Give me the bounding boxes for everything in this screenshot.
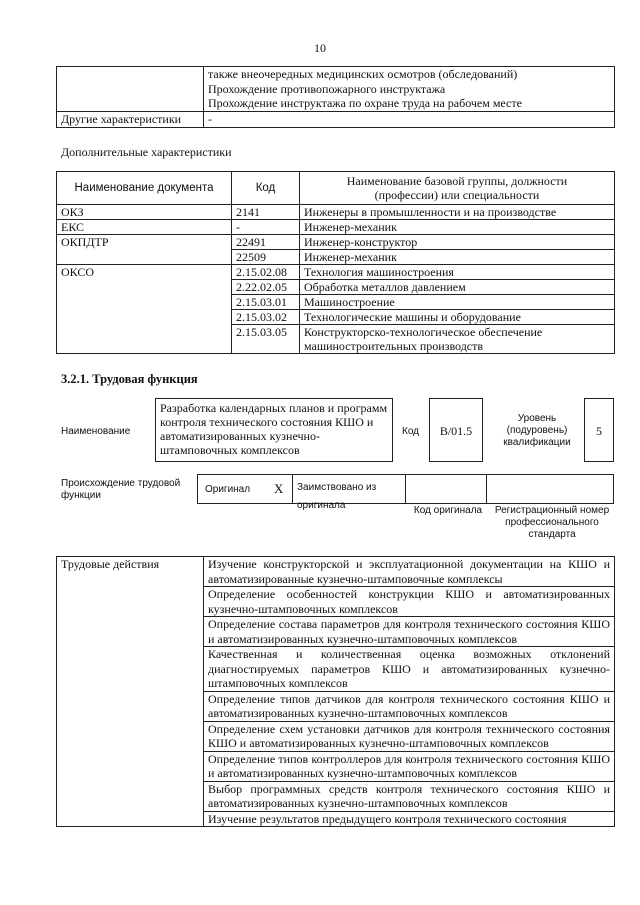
table-row: [57, 265, 615, 280]
code-cell: 2.15.03.01: [232, 295, 300, 310]
labor-action-item: Определение состава параметров для контроля технического состояния КШО и автоматизированных кузнечно-штамповочных комплексов: [204, 617, 615, 647]
table-row: [57, 235, 615, 250]
code-cell: 2.15.03.05: [232, 325, 300, 354]
code-cell: 2.15.02.08: [232, 265, 300, 280]
code-cell: 2.15.03.02: [232, 310, 300, 325]
section-heading: 3.2.1. Трудовая функция: [61, 372, 198, 386]
labor-actions-label: Трудовые действия: [57, 557, 204, 827]
function-name-value: Разработка календарных планов и программ контроля технического состояния КШО и автоматизированных кузнечно-штамповочных комплексов: [155, 398, 393, 462]
header-document: Наименование документа: [57, 172, 232, 205]
table-row: [57, 220, 615, 235]
code-label: Код: [402, 426, 420, 437]
original-mark: X: [274, 481, 284, 496]
code-cell: 2.22.02.05: [232, 280, 300, 295]
borrowed-cell: [292, 474, 406, 511]
row-label: Другие характеристики: [57, 112, 204, 128]
labor-action-item: Изучение результатов предыдущего контроля технического состояния: [204, 811, 615, 827]
document-cell: ЕКС: [57, 220, 232, 235]
header-name: Наименование базовой группы, должности (профессии) или специальности: [300, 172, 615, 205]
code-original-label: Код оригинала: [413, 505, 483, 516]
original-cell: [197, 474, 293, 504]
code-cell: 22491: [232, 235, 300, 250]
name-label: Наименование: [61, 426, 131, 437]
original-label: Оригинал: [205, 484, 251, 495]
page-number: 10: [314, 41, 326, 55]
labor-action-item: Выбор программных средств контроля технического состояния КШО и автоматизированных кузнечно-штамповочных комплексов: [204, 781, 615, 811]
name-cell: Обработка металлов давлением: [300, 280, 615, 295]
labor-action-item: Качественная и количественная оценка возможных отклонений диагностируемых параметров КШО и автоматизированных кузнечно-штамповочных комплексов: [204, 647, 615, 692]
code-cell: 22509: [232, 250, 300, 265]
top-characteristics-table: [56, 66, 615, 128]
name-cell: Технология машиностроения: [300, 265, 615, 280]
labor-action-item: Определение особенностей конструкции КШО и автоматизированных кузнечно-штамповочных комплексов: [204, 587, 615, 617]
document-cell: ОКСО: [57, 265, 232, 354]
medical-exam-line: также внеочередных медицинских осмотров (обследований): [208, 67, 518, 81]
table-row: [57, 205, 615, 220]
borrowed-label: Заимствовано из оригинала: [297, 482, 377, 511]
labor-actions-table: [56, 556, 615, 827]
name-cell: Инженер-конструктор: [300, 235, 615, 250]
name-cell: Инженеры в промышленности и на производстве: [300, 205, 615, 220]
labor-action-item: Определение типов контроллеров для контроля технического состояния КШО и автоматизированных кузнечно-штамповочных комплексов: [204, 751, 615, 781]
labor-action-item: Изучение конструкторской и эксплуатационной документации на КШО и автоматизированные кузнечно-штамповочные комплексы: [204, 557, 615, 587]
function-code-value: B/01.5: [429, 398, 483, 462]
name-cell: Инженер-механик: [300, 220, 615, 235]
table-row: [57, 67, 615, 112]
table-row: [57, 112, 615, 128]
code-cell: 2141: [232, 205, 300, 220]
code-cell: -: [232, 220, 300, 235]
level-label: Уровень (подуровень) квалификации: [503, 413, 571, 448]
row-value: [204, 67, 615, 112]
document-cell: ОКПДТР: [57, 235, 232, 265]
level-value: 5: [584, 398, 614, 462]
document-cell: ОКЗ: [57, 205, 232, 220]
name-cell: Инженер-механик: [300, 250, 615, 265]
safety-briefing-line: Прохождение инструктажа по охране труда на рабочем месте: [208, 96, 522, 110]
table-header-row: [57, 172, 615, 205]
row-value: -: [204, 112, 615, 128]
labor-action-item: Определение схем установки датчиков для контроля технического состояния КШО и автоматизированных кузнечно-штамповочных комплексов: [204, 721, 615, 751]
name-cell: Конструкторско-технологическое обеспечение машиностроительных производств: [300, 325, 615, 354]
code-original-cell: [405, 474, 487, 504]
name-cell: Технологические машины и оборудование: [300, 310, 615, 325]
row-label: [57, 67, 204, 112]
table-row: [57, 557, 615, 587]
additional-characteristics-title: Дополнительные характеристики: [61, 145, 232, 159]
labor-action-item: Определение типов датчиков для контроля технического состояния КШО и автоматизированных кузнечно-штамповочных комплексов: [204, 691, 615, 721]
fire-briefing-line: Прохождение противопожарного инструктажа: [208, 81, 446, 96]
reg-number-cell: [486, 474, 614, 504]
reg-number-label: Регистрационный номер профессионального стандарта: [494, 505, 610, 540]
additional-characteristics-table: [56, 171, 615, 354]
name-cell: Машиностроение: [300, 295, 615, 310]
origin-label: Происхождение трудовой функции: [61, 478, 181, 501]
header-code: Код: [232, 172, 300, 205]
